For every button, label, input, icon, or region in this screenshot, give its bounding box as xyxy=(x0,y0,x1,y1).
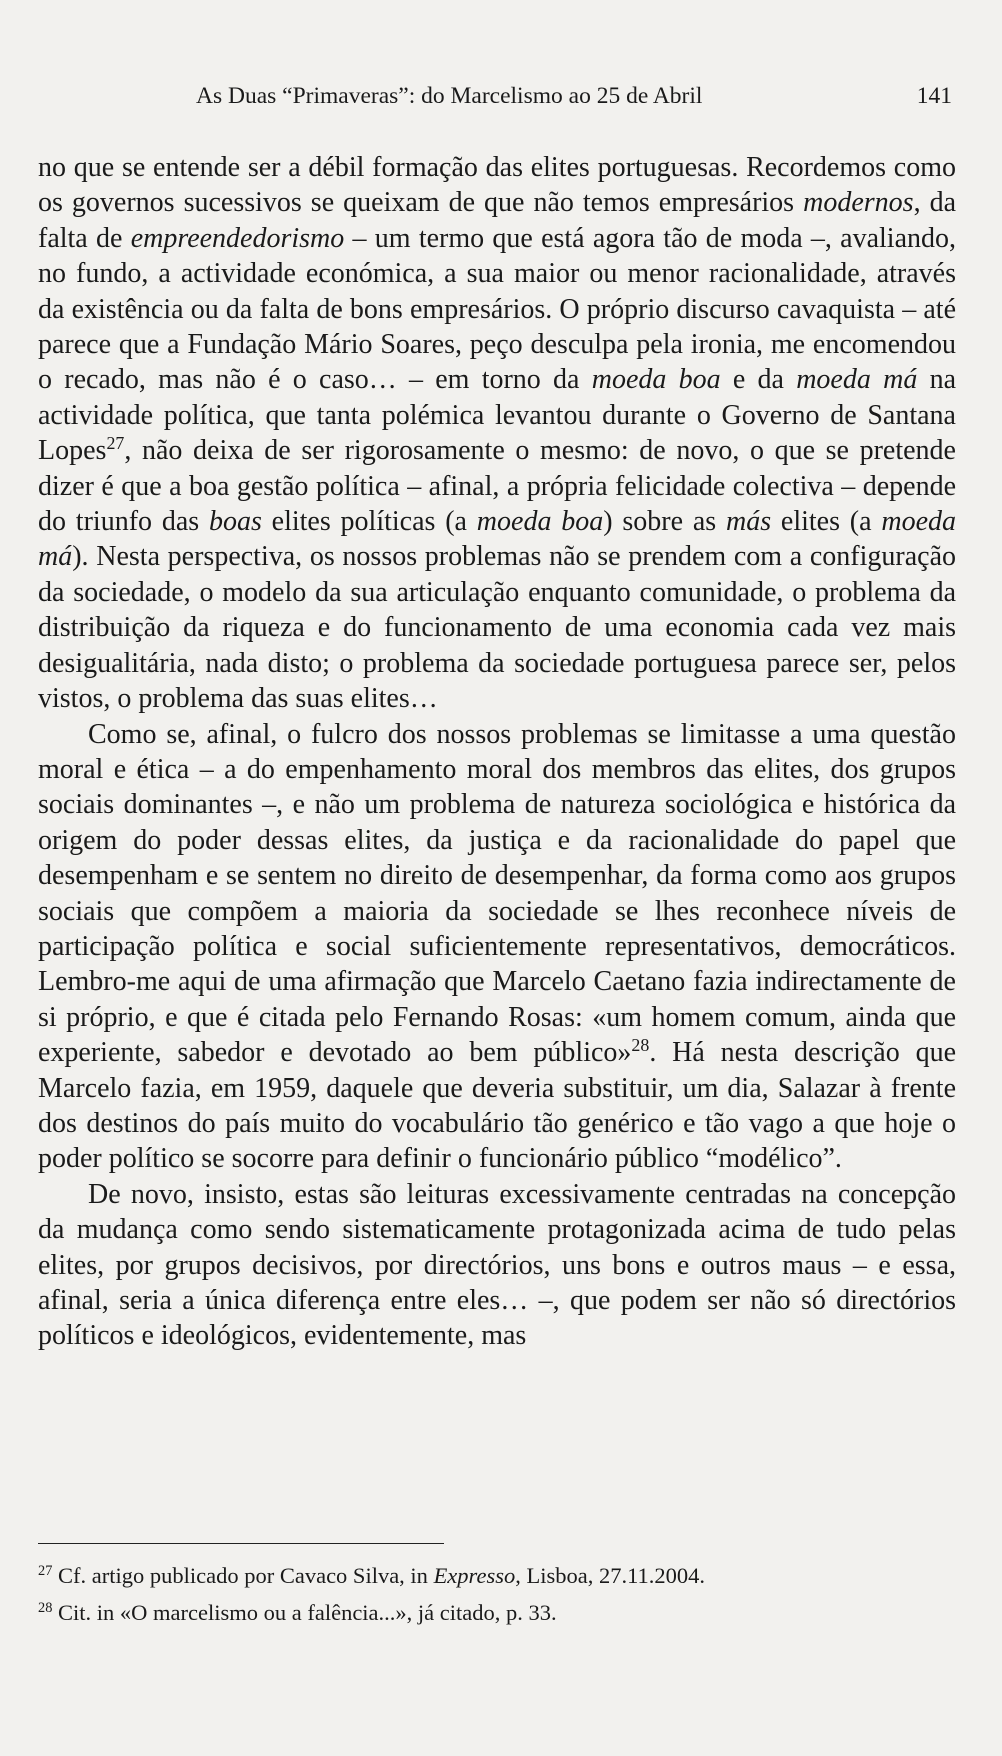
footnote-divider xyxy=(38,1543,444,1544)
italic-term: empreendedorismo xyxy=(130,222,345,254)
paragraph-3 xyxy=(38,1177,956,1354)
text-run: Como se, afinal, o fulcro dos nossos problemas se limitasse a uma questão moral e ética – a do empenhamento moral dos membros das elites, dos grupos sociais dominantes –, e não um problema de natureza sociológica e histórica da origem do poder dessas elites, da justiça e da racionalidade do papel que desempenham e se sentem no direito de desempenhar, da forma como aos grupos sociais que compõem a maioria da sociedade se lhes reconhece níveis de participação política e social suficientemente representativos, democráticos. Lembro-me aqui de uma afirmação que Marcelo Caetano fazia indirectamente de si próprio, e que é citada pelo Fernando Rosas: «um homem comum, ainda que experiente, sabedor e devotado ao bem público» xyxy=(38,718,956,1069)
text-run: no que se entende ser a débil formação das elites portuguesas. Recordemos como os governos sucessivos se queixam de que não temos empresários xyxy=(38,152,956,219)
footnote-text: Cf. artigo publicado por Cavaco Silva, in xyxy=(52,1563,434,1588)
running-header xyxy=(196,78,952,114)
italic-term: moeda má xyxy=(796,364,918,396)
text-run: elites políticas (a xyxy=(261,506,477,538)
text-run: , não deixa de ser rigorosamente o mesmo: de novo, o que se pretende dizer é que a boa gestão política – afinal, a própria felicidade colectiva – depende do triunfo das xyxy=(38,435,956,538)
running-title: As Duas “Primaveras”: do Marcelismo ao 25 de Abril xyxy=(196,83,703,109)
text-run: De novo, insisto, estas são leituras excessivamente centradas na concepção da mudança como sendo sistematicamente protagonizada acima de tudo pelas elites, por grupos decisivos, por directórios, uns bons e outros maus – e essa, afinal, seria a única diferença entre eles… –, que podem ser não só directórios políticos e ideológicos, evidentemente, mas xyxy=(38,1178,956,1352)
text-run: na actividade política, que tanta polémica levantou durante o Governo de Santana Lopes xyxy=(38,364,956,467)
page-number: 141 xyxy=(916,83,952,109)
text-run: ). Nesta perspectiva, os nossos problemas não se prendem com a configuração da sociedade, o modelo da sua articulação enquanto comunidade, o problema da distribuição da riqueza e do funcionamento de uma economia cada vez mais desigualitária, nada disto; o problema da sociedade portuguesa parece ser, pelos vistos, o problema das suas elites… xyxy=(38,541,956,715)
italic-term: moeda boa xyxy=(476,506,604,538)
footnote-italic: Expresso xyxy=(433,1563,516,1588)
body-text xyxy=(38,150,956,1354)
text-run: . Há nesta descrição que Marcelo fazia, em 1959, daquele que deveria substituir, um dia, Salazar à frente dos destinos do país muito do vocabulário tão genérico e tão vago a que hoje o poder político se socorre para definir o funcionário público “modélico”. xyxy=(38,1037,956,1175)
footnote-28 xyxy=(38,1594,956,1631)
text-run: – um termo que está agora tão de moda –, avaliando, no fundo, a actividade económica, a sua maior ou menor racionalidade, através da existência ou da falta de bons empresários. O próprio discurso cavaquista – até parece que a Fundação Mário Soares, peço desculpa pela ironia, me encomendou o recado, mas não é o caso… – em torno da xyxy=(38,222,956,396)
footnote-ref-27[interactable]: 27 xyxy=(106,433,125,454)
text-run: , da falta de xyxy=(38,187,957,254)
footnote-ref-28[interactable]: 28 xyxy=(631,1035,650,1056)
footnote-number: 27 xyxy=(38,1563,53,1580)
footnote-27 xyxy=(38,1557,956,1594)
italic-term: moeda má xyxy=(38,506,957,573)
footnote-text: Cit. in «O marcelismo ou a falência...», já citado, p. 33. xyxy=(52,1600,557,1625)
text-run: e da xyxy=(720,364,797,396)
text-run: ) sobre as xyxy=(603,506,726,538)
footnote-number: 28 xyxy=(38,1600,53,1617)
italic-term: más xyxy=(725,506,772,538)
footnote-text: , Lisboa, 27.11.2004. xyxy=(515,1563,705,1588)
italic-term: modernos xyxy=(803,187,914,219)
paragraph-1 xyxy=(38,150,956,717)
italic-term: moeda boa xyxy=(591,364,721,396)
italic-term: boas xyxy=(208,506,262,538)
text-run: elites (a xyxy=(771,506,882,538)
footnotes xyxy=(38,1557,956,1631)
paragraph-2 xyxy=(38,717,956,1177)
